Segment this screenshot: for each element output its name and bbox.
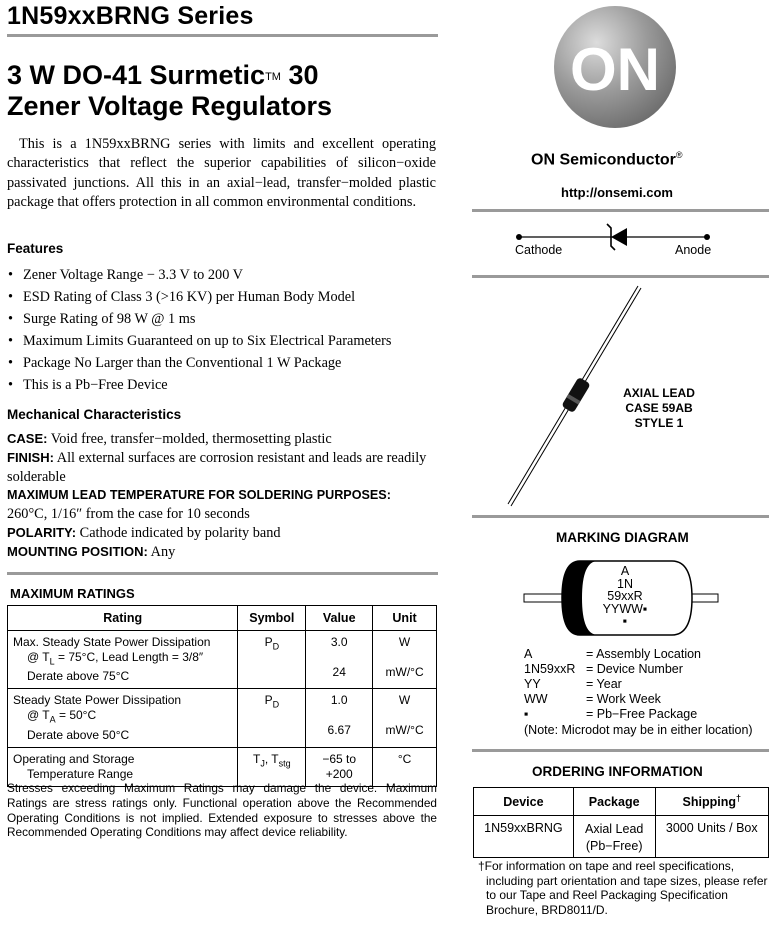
marking-legend: A = Assembly Location 1N59xxR = Device Number YY = Year WW = Work Week ▪ = Pb−Free Package (Note: Microdot may be in either location): [524, 647, 753, 737]
marking-heading: MARKING DIAGRAM: [556, 530, 689, 545]
features-list: [8, 264, 438, 396]
page-title: [7, 60, 332, 122]
polarity-spec: POLARITY: Cathode indicated by polarity band: [7, 524, 281, 541]
anode-label: Anode: [675, 243, 712, 257]
col-value: Value: [306, 606, 373, 631]
anode-terminal: [704, 234, 710, 240]
right-rule-1: [472, 209, 769, 212]
finish-spec: FINISH: All external surfaces are corrosion resistant and leads are readily solderable: [7, 449, 427, 485]
ordering-table: [473, 787, 769, 858]
ratings-rule: [7, 572, 438, 575]
max-ratings-table: [7, 605, 437, 787]
title-rule: [7, 34, 438, 37]
logo-text: ON: [570, 36, 660, 103]
right-rule-2: [472, 275, 769, 278]
cathode-label: Cathode: [515, 243, 563, 257]
mechanical-characteristics: [7, 430, 439, 562]
list-item: • ESD Rating of Class 3 (>16 KV) per Human Body Model: [8, 286, 438, 308]
right-rule-3: [472, 515, 769, 518]
list-item: • Zener Voltage Range − 3.3 V to 200 V: [8, 264, 438, 286]
ordering-heading: ORDERING INFORMATION: [532, 764, 703, 779]
list-item: • This is a Pb−Free Device: [8, 374, 438, 396]
title-line2: Zener Voltage Regulators: [7, 91, 333, 121]
table-row: Operating and Storage Temperature Range $T_J$, $T_{stg}$ −65 to +200 °C: [8, 747, 437, 786]
mechanical-heading: Mechanical Characteristics: [7, 407, 182, 422]
title-line1-end: 30: [280, 60, 319, 90]
right-rule-4: [472, 749, 769, 752]
features-heading: Features: [7, 241, 64, 256]
ordering-footnote: †For information on tape and reel specifications, including part orientation and tape sizes, please refer to our Tape and Reel Packaging Specification Brochure, BRD8011/D.: [478, 859, 768, 917]
intro-paragraph: This is a 1N59xxBRNG series with limits and excellent operating characteristics that reflect the superior capabilities of silicon−oxide passivated junctions. All this in an axial−lead, transfer−molded plastic package that offers protection in all common environmental conditions.: [7, 136, 436, 210]
max-ratings-heading: MAXIMUM RATINGS: [10, 586, 135, 601]
table-row: 1N59xxBRNG Axial Lead (Pb−Free) 3000 Units / Box: [474, 816, 769, 858]
list-item: • Surge Rating of 98 W @ 1 ms: [8, 308, 438, 330]
diode-symbol: [611, 228, 627, 246]
table-header-row: Device Package Shipping†: [474, 788, 769, 816]
diode-body: [561, 377, 591, 413]
package-label: AXIAL LEAD CASE 59AB STYLE 1: [623, 386, 695, 430]
maxlead-spec: MAXIMUM LEAD TEMPERATURE FOR SOLDERING PURPOSES: 260°C, 1/16″ from the case for 10 seconds: [7, 488, 391, 523]
stress-note: Stresses exceeding Maximum Ratings may damage the device. Maximum Ratings are stress ratings only. Functional operation above the Recommended Operating Conditions is not implied. Extended exposure to stresses above the Recommended Operating Conditions may affect device reliability.: [7, 781, 437, 840]
on-logo: [552, 4, 678, 130]
table-row: Max. Steady State Power Dissipation @ $T_L = 75^\circ C$, Lead Length = 3/8″ Derate above 75°C $P_D$ 3.0 24 W mW/°C: [8, 631, 437, 689]
company-name: ON Semiconductor®: [531, 150, 683, 169]
website-url[interactable]: http://onsemi.com: [561, 185, 673, 200]
title-line1: 3 W DO-41 Surmetic: [7, 60, 266, 90]
series-title: 1N59xxBRNG Series: [7, 2, 254, 30]
col-unit: Unit: [373, 606, 437, 631]
case-spec: CASE: Void free, transfer−molded, thermosetting plastic: [7, 431, 332, 447]
table-row: Steady State Power Dissipation @ $T_A = 50^\circ C$ Derate above 50°C $P_D$ 1.0 6.67 W mW/°C: [8, 689, 437, 747]
col-rating: Rating: [8, 606, 238, 631]
list-item: • Package No Larger than the Conventional 1 W Package: [8, 352, 438, 374]
col-symbol: Symbol: [238, 606, 306, 631]
table-header-row: [8, 606, 437, 631]
marking-text: A 1N 59xxR YYWW▪ ▪: [602, 564, 648, 628]
mounting-spec: MOUNTING POSITION: Any: [7, 543, 176, 560]
trademark: TM: [265, 71, 281, 83]
list-item: • Maximum Limits Guaranteed on up to Six Electrical Parameters: [8, 330, 438, 352]
